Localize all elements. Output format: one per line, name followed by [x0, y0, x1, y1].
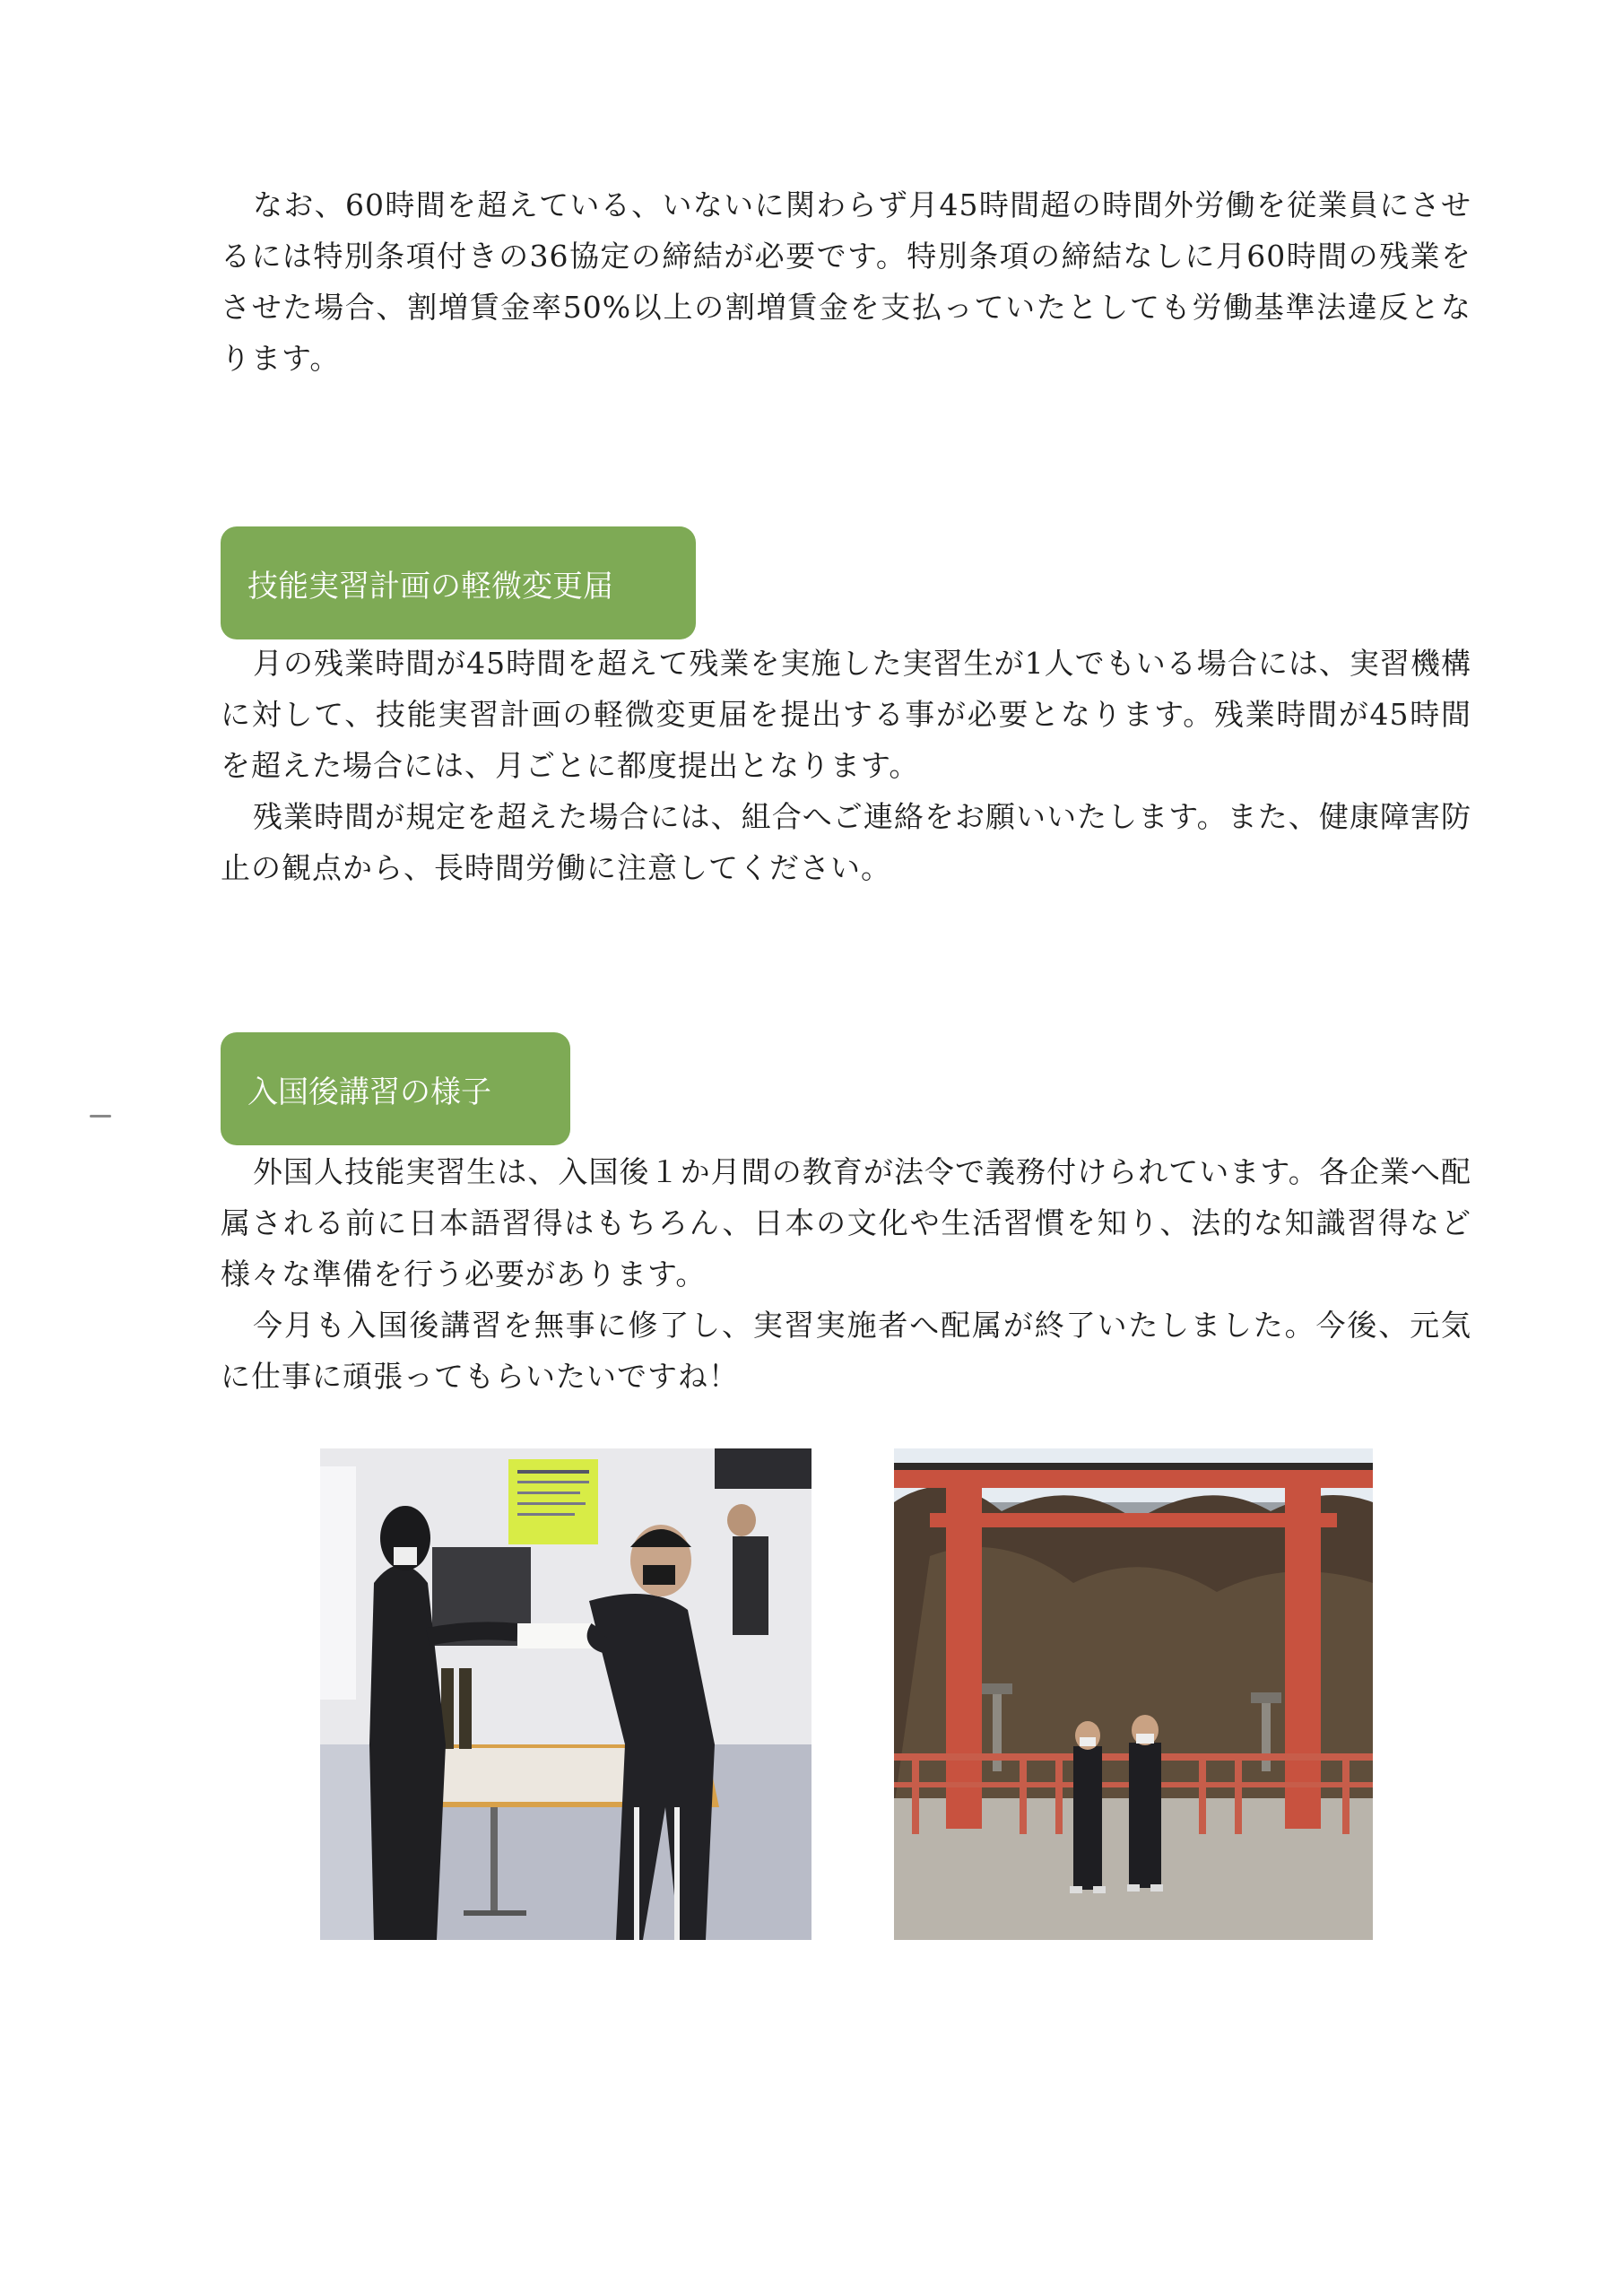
- paragraph: 今月も入国後講習を無事に修了し、実習実施者へ配属が終了いたしました。今後、元気に仕事に頑張ってもらいたいですね！: [221, 1308, 1471, 1394]
- plan-change-text: [221, 638, 1471, 893]
- overtime-note-text: [221, 179, 1471, 384]
- section-heading-plan-change: [221, 526, 696, 639]
- paragraph: 月の残業時間が45時間を超えて残業を実施した実習生が1人でもいる場合には、実習機構に対して、技能実習計画の軽微変更届を提出する事が必要となります。残業時間が45時間を超えた場合には、月ごとに都度提出となります。: [221, 646, 1471, 783]
- photo-certificate-ceremony: [320, 1448, 812, 1940]
- heading-label: 技能実習計画の軽微変更届: [247, 568, 613, 604]
- section-heading-training: [221, 1032, 570, 1145]
- paragraph: 外国人技能実習生は、入国後１か月間の教育が法令で義務付けられています。各企業へ配属される前に日本語習得はもちろん、日本の文化や生活習慣を知り、法的な知識習得など様々な準備を行う必要があります。: [221, 1154, 1471, 1292]
- paragraph: なお、60時間を超えている、いないに関わらず月45時間超の時間外労働を従業員にさせるには特別条項付きの36協定の締結が必要です。特別条項の締結なしに月60時間の残業をさせた場合、割増賃金率50%以上の割増賃金を支払っていたとしても労働基準法違反となります。: [221, 187, 1471, 376]
- photo-torii-gate: [894, 1448, 1373, 1940]
- heading-label: 入国後講習の様子: [247, 1074, 491, 1110]
- scan-mark: [90, 1115, 111, 1118]
- training-text: [221, 1146, 1471, 1402]
- paragraph: 残業時間が規定を超えた場合には、組合へご連絡をお願いいたします。また、健康障害防止の観点から、長時間労働に注意してください。: [221, 799, 1471, 885]
